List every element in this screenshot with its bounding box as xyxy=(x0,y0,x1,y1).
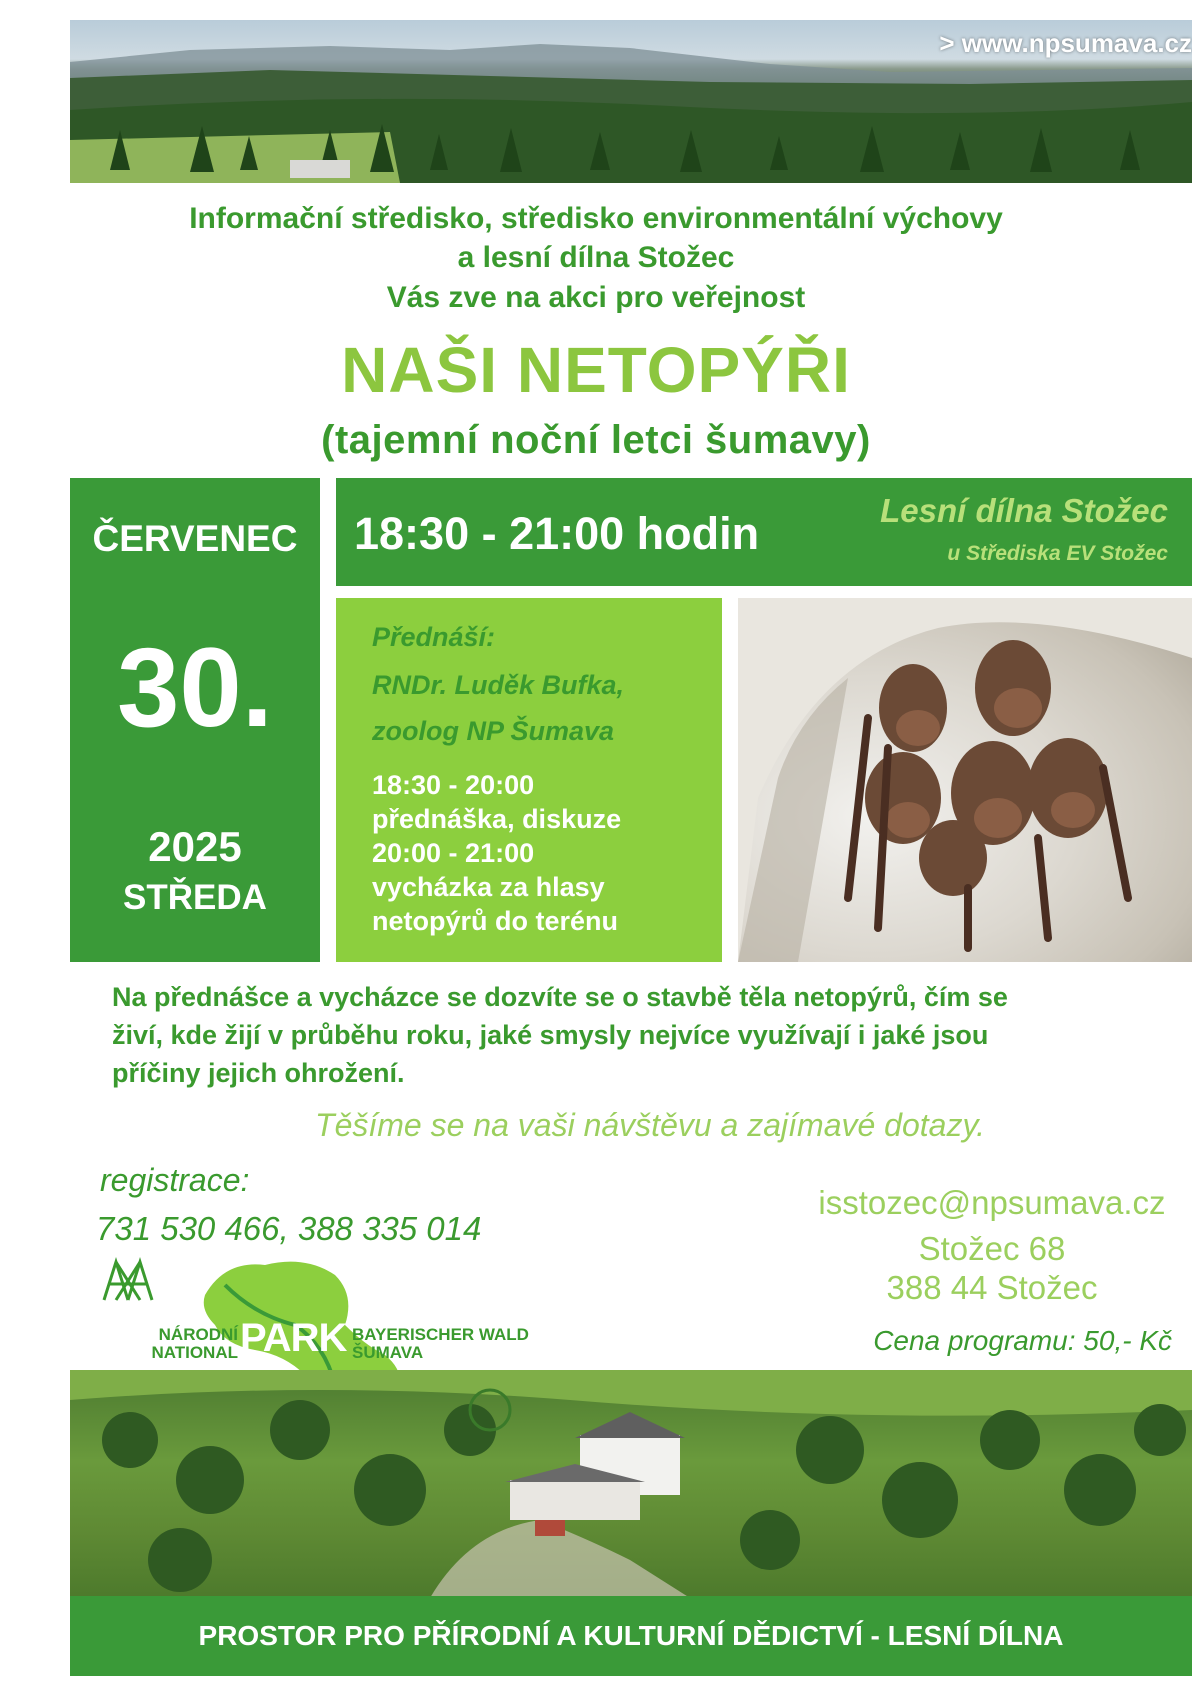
date-month: ČERVENEC xyxy=(92,518,298,559)
header-line-3: Vás zve na akci pro veřejnost xyxy=(386,281,806,314)
logo-bavarian-forest-text xyxy=(352,1326,529,1362)
contact-email[interactable]: isstozec@npsumava.cz xyxy=(818,1184,1166,1221)
program-price: Cena programu: 50,- Kč xyxy=(873,1325,1172,1356)
bats-illustration xyxy=(738,598,1192,962)
venue-name: Lesní dílna Stožec xyxy=(880,492,1168,529)
date-panel xyxy=(70,478,320,962)
logo-bw-line-2: ŠUMAVA xyxy=(352,1343,424,1362)
aerial-illustration xyxy=(70,1370,1192,1598)
lecturer-panel xyxy=(336,598,722,962)
time-panel xyxy=(336,478,1192,586)
event-description xyxy=(112,978,1182,1092)
np-tree-logo-icon xyxy=(96,1256,160,1302)
logo-national-park-text xyxy=(128,1326,238,1362)
schedule-line: vycházka za hlasy xyxy=(372,872,605,902)
welcome-message: Těšíme se na vaši návštěvu a zajímavé dotazy. xyxy=(315,1107,985,1143)
logo-np-line-2: NATIONAL xyxy=(151,1343,238,1362)
header-landscape-photo xyxy=(70,20,1192,183)
registration-phones[interactable]: 731 530 466, 388 335 014 xyxy=(96,1210,482,1247)
date-year: 2025 xyxy=(148,823,242,870)
schedule-line: 20:00 - 21:00 xyxy=(372,838,535,868)
logo-bw-line-1: BAYERISCHER WALD xyxy=(352,1325,529,1344)
logo-np-line-1: NÁRODNÍ xyxy=(158,1325,238,1344)
bottom-aerial-photo xyxy=(70,1370,1192,1598)
description-line: živí, kde žijí v průběhu roku, jaké smysly nejvíce využívají i jaké jsou xyxy=(112,1020,989,1050)
schedule-line: přednáška, diskuze xyxy=(372,804,622,834)
lecturer-role: zoolog NP Šumava xyxy=(372,716,615,746)
contact-address-line-1: Stožec 68 xyxy=(918,1230,1066,1267)
header-line-2: a lesní dílna Stožec xyxy=(457,241,735,274)
venue-detail: u Střediska EV Stožec xyxy=(947,542,1168,565)
event-time: 18:30 - 21:00 hodin xyxy=(354,508,760,559)
header-line-1: Informační středisko, středisko environmentální výchovy xyxy=(189,202,1003,235)
description-line: Na přednášce a vycházce se dozvíte se o stavbě těla netopýrů, čím se xyxy=(112,982,1008,1012)
lecturer-label: Přednáší: xyxy=(372,622,496,652)
bats-photo xyxy=(738,598,1192,962)
description-line: příčiny jejich ohrožení. xyxy=(112,1058,405,1088)
lecturer-name: RNDr. Luděk Bufka, xyxy=(372,670,625,700)
date-day: 30. xyxy=(117,625,273,750)
event-title: NAŠI NETOPÝŘI xyxy=(341,334,851,406)
website-url[interactable]: > www.npsumava.cz xyxy=(939,28,1192,58)
footer-banner: PROSTOR PRO PŘÍRODNÍ A KULTURNÍ DĚDICTVÍ - LESNÍ DÍLNA xyxy=(70,1596,1192,1676)
schedule-line: netopýrů do terénu xyxy=(372,906,619,936)
contact-address-line-2: 388 44 Stožec xyxy=(886,1269,1098,1306)
logo-park-text: PARK xyxy=(240,1316,347,1360)
date-weekday: STŘEDA xyxy=(123,878,267,917)
event-subtitle: (tajemní noční letci šumavy) xyxy=(321,418,871,462)
schedule-line: 18:30 - 20:00 xyxy=(372,770,535,800)
registration-label: registrace: xyxy=(100,1162,250,1198)
